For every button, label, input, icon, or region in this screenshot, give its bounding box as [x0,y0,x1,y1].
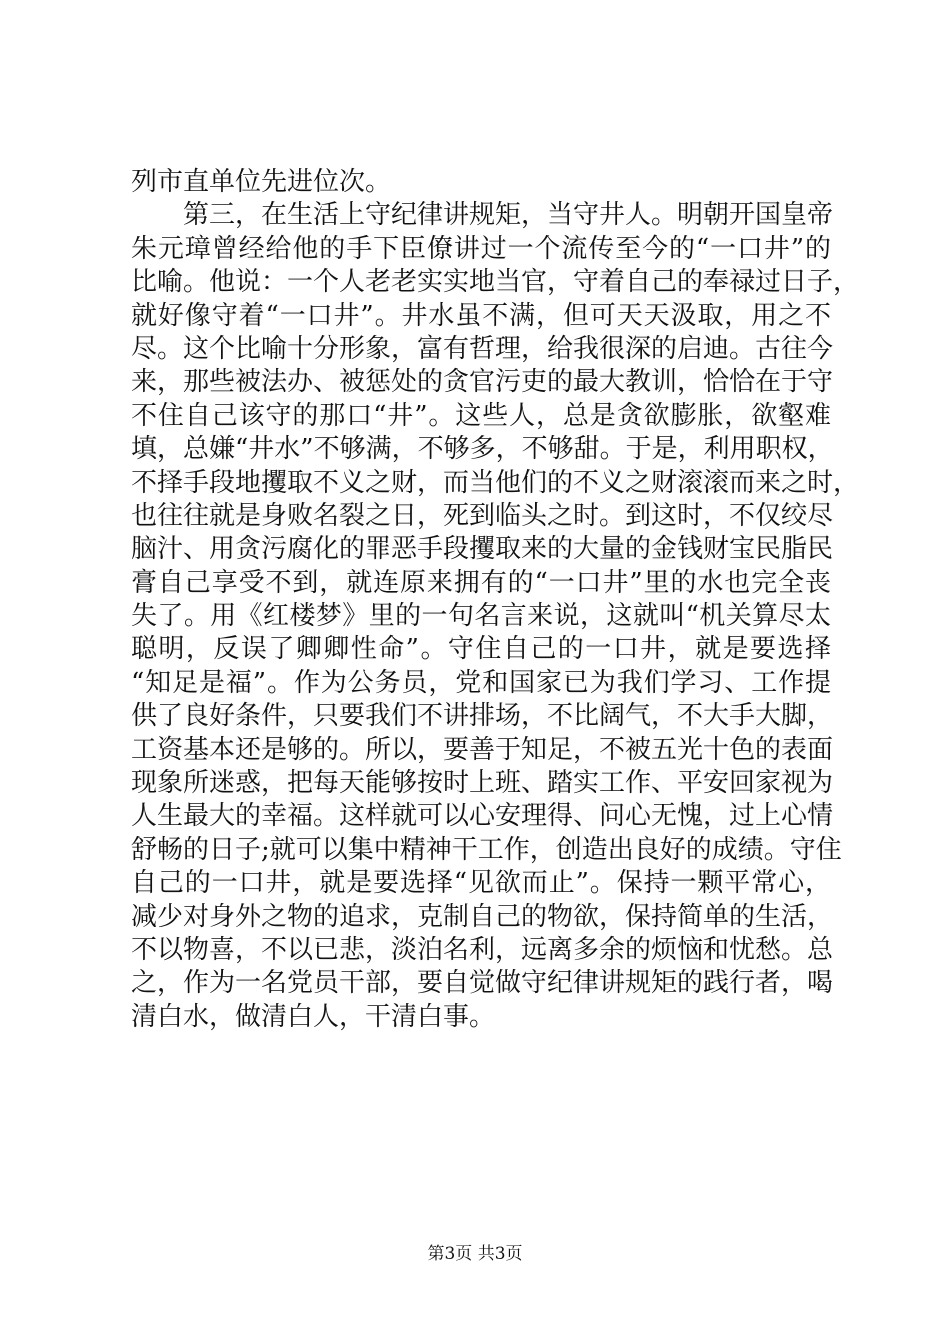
paragraph-line: 也往往就是身败名裂之日，死到临头之时。到这时，不仅绞尽 [131,500,834,531]
paragraph-line: 舒畅的日子;就可以集中精神干工作，创造出良好的成绩。守住 [131,834,842,865]
paragraph-line: 工资基本还是够的。所以，要善于知足，不被五光十色的表面 [131,734,834,765]
paragraph-line: 就好像守着“一口井”。井水虽不满，但可天天汲取，用之不 [131,300,831,331]
paragraph-line: 现象所迷惑，把每天能够按时上班、踏实工作、平安回家视为 [131,768,834,799]
paragraph-line: 减少对身外之物的追求，克制自己的物欲，保持简单的生活， [131,901,834,932]
paragraph-line: 填，总嫌“井水”不够满，不够多，不够甜。于是，利用职权， [131,434,834,465]
page-number-footer: 第3页 共3页 [427,1244,523,1264]
paragraph-line: 清白水，做清白人，干清白事。 [131,1001,496,1032]
paragraph-line: 膏自己享受不到，就连原来拥有的“一口井”里的水也完全丧 [131,567,831,598]
paragraph-line: 聪明，反误了卿卿性命”。守住自己的一口井，就是要选择 [131,634,831,665]
paragraph-line: 自己的一口井，就是要选择“见欲而止”。保持一颗平常心， [131,868,831,899]
paragraph-line: 脑汁、用贪污腐化的罪恶手段攫取来的大量的金钱财宝民脂民 [131,534,834,565]
paragraph-line: 比喻。他说：一个人老老实实地当官，守着自己的奉禄过日子， [131,267,860,298]
paragraph-line: 之，作为一名党员干部，要自觉做守纪律讲规矩的践行者，喝 [131,968,834,999]
paragraph-line: 来，那些被法办、被惩处的贪官污吏的最大教训，恰恰在于守 [131,367,834,398]
paragraph-line: 失了。用《红楼梦》里的一句名言来说，这就叫“机关算尽太 [131,601,831,632]
paragraph-line: 不择手段地攫取不义之财，而当他们的不义之财滚滚而来之时， [131,467,860,498]
paragraph-line: “知足是福”。作为公务员，党和国家已为我们学习、工作提 [131,667,831,698]
paragraph-line: 不住自己该守的那口“井”。这些人，总是贪欲膨胀，欲壑难 [131,400,831,431]
paragraph-line: 人生最大的幸福。这样就可以心安理得、问心无愧，过上心情 [131,801,834,832]
paragraph-line: 第三，在生活上守纪律讲规矩，当守井人。明朝开国皇帝 [131,200,834,231]
document-body [131,166,860,1034]
paragraph-line: 尽。这个比喻十分形象，富有哲理，给我很深的启迪。古往今 [131,333,834,364]
paragraph-line: 不以物喜，不以已悲，淡泊名利，远离多余的烦恼和忧愁。总 [131,934,834,965]
paragraph-line: 列市直单位先进位次。 [131,167,392,197]
paragraph-line: 朱元璋曾经给他的手下臣僚讲过一个流传至今的“一口井”的 [131,233,831,264]
paragraph-line: 供了良好条件，只要我们不讲排场，不比阔气，不大手大脚， [131,701,834,732]
